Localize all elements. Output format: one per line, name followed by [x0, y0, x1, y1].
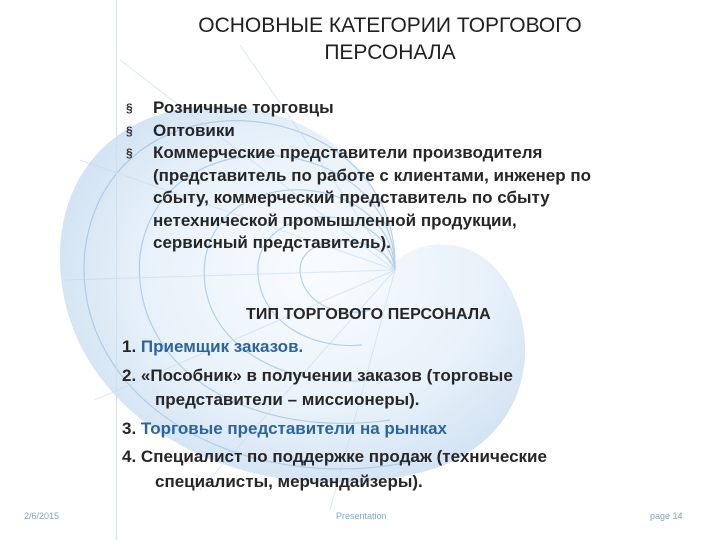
item-text: Приемщик заказов.: [140, 337, 304, 356]
list-item-detail: сбыту, коммерческий представитель по сбыту: [153, 188, 550, 207]
item-text-continued: представители – миссионеры).: [155, 390, 420, 409]
list-item-detail: нетехнической промышленной продукции,: [153, 210, 517, 230]
list-item-detail: сервисный представитель).: [153, 233, 391, 252]
bullet-icon: §: [126, 101, 133, 115]
section-subheading: ТИП ТОРГОВОГО ПЕРСОНАЛА: [246, 306, 491, 323]
footer-title: Presentation: [336, 511, 387, 521]
item-text-continued: специалисты, мерчандайзеры).: [155, 471, 423, 491]
personnel-type-list: [122, 335, 682, 498]
footer-page-number: page 14: [650, 511, 683, 521]
numbered-item: [122, 417, 682, 442]
category-list: [126, 97, 686, 255]
item-text: Специалист по поддержке продаж (технические: [140, 447, 547, 466]
numbered-item: [122, 445, 682, 494]
numbered-item: [122, 364, 682, 413]
item-number: 4.: [122, 447, 137, 466]
item-number: 2.: [122, 365, 137, 385]
list-item: [126, 97, 686, 120]
decorative-vertical-line: [116, 0, 117, 540]
list-item: [126, 120, 686, 143]
list-item-text: Коммерческие представители производителя: [153, 143, 543, 162]
bullet-icon: §: [126, 146, 133, 160]
numbered-item: [122, 335, 682, 360]
item-text: Торговые представители на рынках: [140, 418, 447, 438]
list-item-text: Оптовики: [153, 120, 235, 140]
item-number: 3.: [122, 418, 137, 438]
bullet-icon: §: [126, 123, 133, 138]
list-item: [126, 142, 686, 255]
slide-title: [150, 12, 630, 66]
slide-title-line-1: ОСНОВНЫЕ КАТЕГОРИИ ТОРГОВОГО: [198, 14, 582, 37]
slide-title-line-2: ПЕРСОНАЛА: [324, 41, 456, 64]
item-text: «Пособник» в получении заказов (торговые: [140, 365, 513, 385]
list-item-detail: (представитель по работе с клиентами, инженер по: [153, 165, 592, 185]
list-item-text: Розничные торговцы: [153, 98, 334, 117]
footer-date: 2/6/2015: [24, 511, 60, 521]
item-number: 1.: [122, 337, 137, 356]
